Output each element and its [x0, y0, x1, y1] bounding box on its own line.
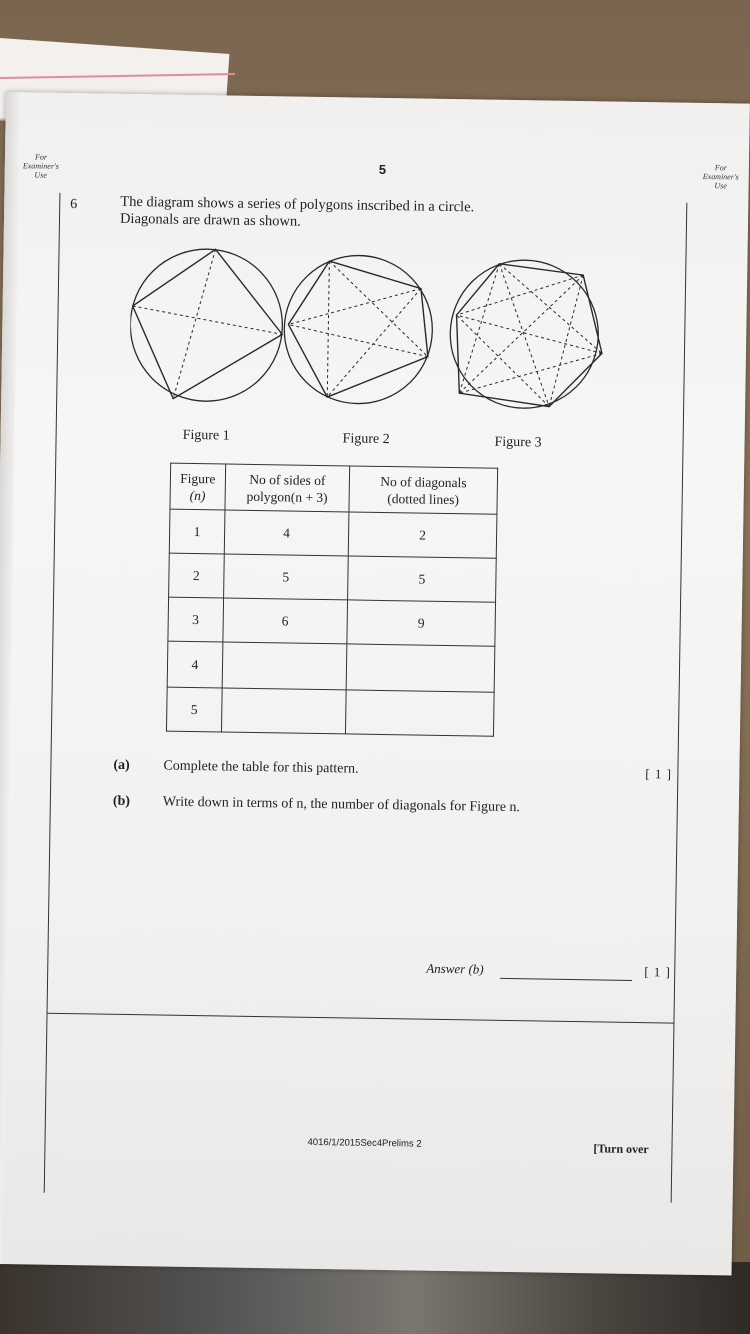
- paper-code: 4016/1/2015Sec4Prelims 2: [307, 1136, 422, 1150]
- cell-figure: 5: [166, 687, 221, 732]
- question-line-2: Diagonals are drawn as shown.: [119, 210, 301, 230]
- answer-b-label: Answer (b): [426, 960, 484, 977]
- header-sides: [225, 464, 350, 512]
- cell-figure: 1: [169, 509, 224, 554]
- turn-over-note: [Turn over: [593, 1141, 649, 1157]
- header-figure-line-1: Figure: [180, 470, 216, 486]
- cell-sides-blank[interactable]: [222, 642, 347, 690]
- cell-sides-blank[interactable]: [221, 688, 346, 734]
- part-a-label: (a): [113, 757, 130, 774]
- figure-1-diagram: [129, 248, 283, 402]
- answer-b-line[interactable]: [500, 978, 632, 981]
- cell-figure: 4: [167, 641, 222, 688]
- table-header-row: [170, 463, 498, 514]
- question-end-rule: [47, 1013, 675, 1024]
- cell-figure: 2: [169, 553, 224, 598]
- part-a-marks: [ 1 ]: [645, 766, 673, 782]
- figure-1-label: Figure 1: [182, 427, 230, 444]
- examiner-use-right: For Examiner's Use: [702, 163, 739, 191]
- right-margin-line: [671, 203, 688, 1203]
- cell-diagonals: 2: [348, 512, 497, 558]
- left-margin-line: [44, 193, 61, 1193]
- part-b-marks: [ 1 ]: [644, 964, 672, 980]
- cell-sides: 6: [223, 598, 348, 644]
- figure-2-circle: [283, 254, 433, 404]
- page-edge-shadow: [0, 92, 20, 1264]
- table-row: [167, 641, 495, 692]
- part-b-label: (b): [112, 793, 131, 810]
- table-row: [169, 553, 497, 602]
- question-number: 6: [70, 197, 78, 213]
- header-diagonals-line-1: No of diagonals: [380, 473, 467, 490]
- figure-2-diagonals: [287, 260, 429, 398]
- cell-diagonals: 9: [347, 600, 496, 646]
- part-a-text: Complete the table for this pattern.: [163, 758, 359, 777]
- cell-sides: 5: [223, 554, 348, 600]
- table-row: [168, 597, 496, 646]
- figure-3-label: Figure 3: [494, 434, 542, 451]
- pattern-table: [166, 463, 498, 737]
- header-figure: [170, 463, 225, 510]
- cell-diagonals-blank[interactable]: [346, 644, 495, 692]
- header-figure-line-2: (n): [189, 487, 206, 503]
- question-line-1: The diagram shows a series of polygons inscribed in a circle.: [120, 193, 475, 216]
- page-number: 5: [378, 161, 387, 177]
- figure-2-diagram: [283, 254, 433, 404]
- figure-2-label: Figure 2: [342, 431, 390, 448]
- figure-1-diagonal: [132, 306, 282, 334]
- cell-sides: 4: [224, 510, 349, 556]
- header-sides-line-2: polygon(n + 3): [246, 488, 328, 505]
- cell-figure: 3: [168, 597, 223, 642]
- header-sides-line-1: No of sides of: [249, 471, 326, 488]
- cell-diagonals: 5: [348, 556, 497, 602]
- polygon-figures: [129, 242, 612, 425]
- examiner-use-left: For Examiner's Use: [22, 152, 59, 180]
- header-diagonals-line-2: (dotted lines): [387, 490, 460, 507]
- cell-diagonals-blank[interactable]: [345, 690, 494, 736]
- figure-3-diagonals: [455, 263, 603, 407]
- table-row: [166, 687, 494, 736]
- table-row: [169, 509, 497, 558]
- exam-page: [0, 92, 750, 1276]
- header-diagonals: [349, 466, 498, 514]
- figure-3-diagram: [449, 259, 603, 409]
- part-b-text: Write down in terms of n, the number of diagonals for Figure n.: [162, 794, 521, 816]
